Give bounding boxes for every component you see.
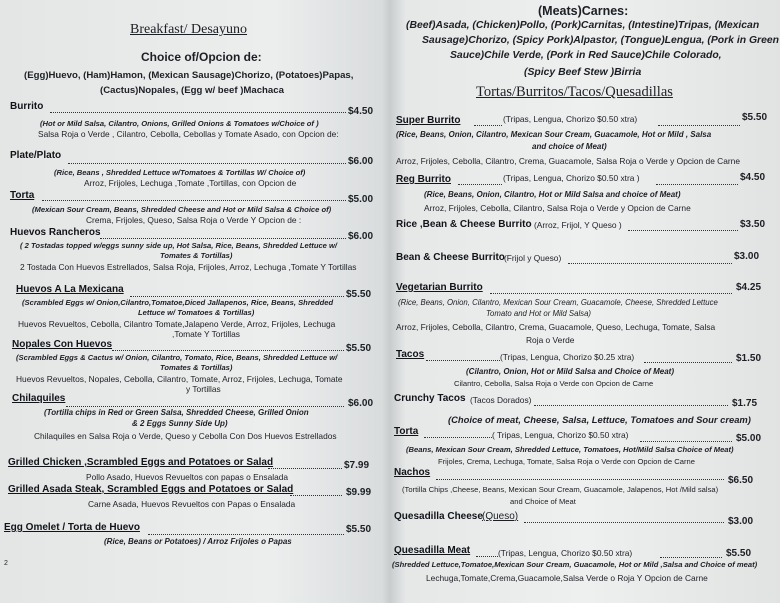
item-name: Plate/Plato xyxy=(10,150,62,161)
item-desc-es-cont: Roja o Verde xyxy=(526,335,575,345)
meats-line-1: (Beef)Asada, (Chicken)Pollo, (Pork)Carnitas, (Intestine)Tripas, (Mexican xyxy=(406,20,760,31)
item-price: $5.50 xyxy=(346,289,372,300)
leader-dots xyxy=(424,437,492,438)
item-extra: (Tacos Dorados) xyxy=(470,395,532,405)
leader-dots xyxy=(640,441,732,442)
item-price: $4.25 xyxy=(736,282,762,293)
item-desc-es: Chilaquiles en Salsa Roja o Verde, Queso y Cebolla Con Dos Huevos Estrellados xyxy=(34,431,337,441)
item-desc-es: Arroz, Frijoles, Cebolla, Cilantro, Crema, Guacamole, Queso, Lechuga, Tomate, Salsa xyxy=(396,322,716,332)
leader-dots xyxy=(628,230,738,231)
item-extra: ( Tripas, Lengua, Chorizo $0.50 xtra) xyxy=(492,430,629,440)
item-price: $5.50 xyxy=(346,343,372,354)
leader-dots xyxy=(148,534,344,535)
leader-dots xyxy=(426,360,500,361)
item-name: Bean & Cheese Burrito xyxy=(396,252,505,263)
item-price: $6.00 xyxy=(348,231,374,242)
leader-dots xyxy=(100,238,346,239)
leader-dots xyxy=(268,468,342,469)
item-desc-en: (Rice, Beans , Shredded Lettuce w/Tomatoes & Tortillas W/ Choice of) xyxy=(54,168,306,177)
item-desc-es: Carne Asada, Huevos Revueltos con Papas o Ensalada xyxy=(88,499,296,509)
item-desc-en-cont: and Choice of Meat xyxy=(510,497,576,506)
item-name: Super Burrito xyxy=(396,115,461,126)
leader-dots xyxy=(644,362,732,363)
item-name: Quesadilla Cheese xyxy=(394,511,483,522)
leader-dots xyxy=(50,112,346,113)
item-desc-en-cont: Tomates & Tortillas) xyxy=(160,251,233,260)
leader-dots xyxy=(42,200,346,201)
item-desc-es-cont: y Tortillas xyxy=(186,384,221,394)
item-desc-es: Crema, Frijoles, Queso, Salsa Roja o Verde Y Opcion de : xyxy=(86,215,302,225)
item-name: Crunchy Tacos xyxy=(394,393,466,404)
item-desc-en: (Tortilla Chips ,Cheese, Beans, Mexican Sour Cream, Guacamole, Jalapenos, Hot /Mild salsa) xyxy=(402,485,719,494)
item-name: Burrito xyxy=(10,101,44,112)
item-desc-es: Cilantro, Cebolla, Salsa Roja o Verde con Opcion de Carne xyxy=(454,379,654,388)
item-desc-es: Huevos Revueltos, Cebolla, Cilantro Tomate,Jalapeno Verde, Arroz, Frijoles, Lechuga xyxy=(18,319,336,329)
item-name: Grilled Asada Steak, Scrambled Eggs and Potatoes or Salad xyxy=(8,484,294,495)
leader-dots xyxy=(524,522,724,523)
item-desc-en-cont: Tomato and Hot or Mild Salsa) xyxy=(486,309,592,318)
item-desc-es: Lechuga,Tomate,Crema,Guacamole,Salsa Verde o Roja Y Opcion de Carne xyxy=(426,573,708,583)
item-desc-es: Arroz, Frijoles, Cebolla, Cilantro, Crema, Guacamole, Salsa Roja o Verde y Opcion de Carne xyxy=(396,156,740,166)
item-desc-en: (Rice, Beans, Onion, Cilantro, Mexican Sour Cream, Guacamole, Hot or Mild , Salsa xyxy=(396,130,712,139)
item-price: $4.50 xyxy=(348,106,374,117)
item-desc-en: (Cilantro, Onion, Hot or Mild Salsa and Choice of Meat) xyxy=(466,367,675,376)
item-desc-en: (Mexican Sour Cream, Beans, Shredded Cheese and Hot or Mild Salsa & Choice of) xyxy=(32,205,332,214)
item-desc-en-cont: Lettuce w/ Tomatoes & Tortillas) xyxy=(138,308,255,317)
item-name: Huevos A La Mexicana xyxy=(16,284,124,295)
item-desc-en-cont: and choice of Meat) xyxy=(532,142,607,151)
item-name: Torta xyxy=(10,190,35,201)
item-desc-en: (Tortilla chips in Red or Green Salsa, Shredded Cheese, Grilled Onion xyxy=(44,408,309,417)
leader-dots xyxy=(66,406,344,407)
leader-dots xyxy=(568,263,732,264)
item-price: $1.50 xyxy=(736,353,762,364)
item-extra: (Frijol y Queso) xyxy=(504,253,562,263)
item-desc-en-cont: & 2 Eggs Sunny Side Up) xyxy=(132,419,228,428)
item-extra: (Tripas, Lengua, Chorizo $0.50 xtra ) xyxy=(503,173,640,183)
item-price: $3.00 xyxy=(734,251,760,262)
item-desc-es: Arroz, Frijoles, Lechuga ,Tomate ,Tortillas, con Opcion de xyxy=(84,178,297,188)
leader-dots xyxy=(290,495,342,496)
item-name: Torta xyxy=(394,426,419,437)
leader-dots xyxy=(534,405,728,406)
item-extra: (Arroz, Frijol, Y Queso ) xyxy=(534,220,622,230)
item-desc-en: ( 2 Tostadas topped w/eggs sunny side up, Hot Salsa, Rice, Beans, Shredded Lettuce w/ xyxy=(20,241,338,250)
leader-dots xyxy=(112,350,344,351)
leader-dots xyxy=(490,293,732,294)
page-number: 2 xyxy=(4,560,8,567)
item-name: Vegetarian Burrito xyxy=(396,282,483,293)
item-price: $3.50 xyxy=(740,219,766,230)
item-price: $6.50 xyxy=(728,475,754,486)
item-desc-es: Huevos Revueltos, Nopales, Cebolla, Cilantro, Tomate, Arroz, Frijoles, Lechuga, Tomate xyxy=(16,374,343,384)
item-price: $5.50 xyxy=(346,524,372,535)
item-price: $1.75 xyxy=(732,398,758,409)
leader-dots xyxy=(656,184,738,185)
item-price: $9.99 xyxy=(346,487,372,498)
item-price: $6.00 xyxy=(348,156,374,167)
choices-line-2: (Cactus)Nopales, (Egg w/ beef )Machaca xyxy=(100,85,284,96)
item-price: $5.50 xyxy=(742,112,768,123)
breakfast-title: Breakfast/ Desayuno xyxy=(130,22,248,37)
item-desc-en: (Shredded Lettuce,Tomatoe,Mexican Sour Cream, Guacamole, Hot or Mild ,Salsa and Choice of meat) xyxy=(392,560,758,569)
item-price: $5.00 xyxy=(348,194,374,205)
choices-line-1: (Egg)Huevo, (Ham)Hamon, (Mexican Sausage)Chorizo, (Potatoes)Papas, xyxy=(24,70,354,81)
item-name: Reg Burrito xyxy=(396,174,451,185)
item-desc-en: (Choice of meat, Cheese, Salsa, Lettuce, Tomatoes and Sour cream) xyxy=(448,414,751,425)
item-name: Quesadilla Meat xyxy=(394,545,471,556)
item-desc-es: 2 Tostada Con Huevos Estrellados, Salsa Roja, Frijoles, Arroz, Lechuga ,Tomate Y Tortillas xyxy=(20,262,357,272)
item-extra: (Tripas, Lengua, Chorizo $0.50 xtra) xyxy=(498,548,633,558)
meats-line-4: (Spicy Beef Stew )Birria xyxy=(524,67,642,78)
item-price: $6.00 xyxy=(348,398,374,409)
item-name: Tacos xyxy=(396,349,425,360)
meats-line-2: Sausage)Chorizo, (Spicy Pork)Alpastor, (Tongue)Lengua, (Pork in Green xyxy=(422,35,779,46)
item-desc-en: (Scrambled Eggs w/ Onion,Cilantro,Tomatoe,Diced Jallapenos, Rice, Beans, Shredded xyxy=(22,298,334,307)
meats-title: (Meats)Carnes: xyxy=(538,4,629,18)
section-title: Tortas/Burritos/Tacos/Quesadillas xyxy=(476,84,673,100)
item-name: Rice ,Bean & Cheese Burrito xyxy=(396,219,532,230)
leader-dots xyxy=(68,163,346,164)
item-price: $7.99 xyxy=(344,460,370,471)
item-desc-es: Salsa Roja o Verde , Cilantro, Cebolla, Cebollas y Tomate Asado, con Opcion de: xyxy=(38,129,339,139)
leader-dots xyxy=(476,556,498,557)
item-desc-es-cont: ,Tomate Y Tortillas xyxy=(172,329,240,339)
item-name: Grilled Chicken ,Scrambled Eggs and Potatoes or Salad xyxy=(8,457,274,468)
leader-dots xyxy=(130,296,344,297)
item-extra: (Tripas, Lengua, Chorizo $0.25 xtra) xyxy=(500,352,635,362)
item-price: $5.50 xyxy=(726,548,752,559)
choice-heading: Choice of/Opcion de: xyxy=(141,50,262,64)
meats-line-3: Sauce)Chile Verde, (Pork in Red Sauce)Chile Colorado, xyxy=(450,50,722,61)
item-price: $4.50 xyxy=(740,172,766,183)
item-desc-es: Pollo Asado, Huevos Revueltos con papas o Ensalada xyxy=(86,472,289,482)
leader-dots xyxy=(458,184,502,185)
item-price: $5.00 xyxy=(736,433,762,444)
item-name: Nopales Con Huevos xyxy=(12,339,113,350)
item-desc-en: (Beans, Mexican Sour Cream, Shredded Lettuce, Tomatoes, Hot/Mild Salsa Choice of Meat) xyxy=(406,445,734,454)
item-price: $3.00 xyxy=(728,516,754,527)
leader-dots xyxy=(474,125,502,126)
item-extra: (Tripas, Lengua, Chorizo $0.50 xtra) xyxy=(503,114,638,124)
leader-dots xyxy=(658,125,740,126)
item-name: Egg Omelet / Torta de Huevo xyxy=(4,522,140,533)
item-name: Nachos xyxy=(394,467,431,478)
item-desc: (Rice, Beans or Potatoes) / Arroz Frijoles o Papas xyxy=(104,537,292,546)
item-name: Huevos Rancheros xyxy=(10,227,101,238)
item-desc-es: Frijoles, Crema, Lechuga, Tomate, Salsa Roja o Verde con Opcion de Carne xyxy=(438,457,695,466)
item-desc-en: (Hot or Mild Salsa, Cilantro, Onions, Grilled Onions & Tomatoes w/Choice of ) xyxy=(40,119,319,128)
leader-dots xyxy=(436,479,724,480)
item-desc-es: Arroz, Frijoles, Cebolla, Cilantro, Salsa Roja o Verde y Opcion de Carne xyxy=(424,203,691,213)
item-name: Chilaquiles xyxy=(12,393,66,404)
item-desc-en: (Scrambled Eggs & Cactus w/ Onion, Cilantro, Tomato, Rice, Beans, Shredded Lettuce w/ xyxy=(16,353,338,362)
item-desc-en: (Rice, Beans, Onion, Cilantro, Hot or Mild Salsa and choice of Meat) xyxy=(424,190,681,199)
leader-dots xyxy=(660,557,722,558)
item-extra: (Queso) xyxy=(482,511,519,522)
item-desc-en: (Rice, Beans, Onion, Cilantro, Mexican Sour Cream, Guacamole, Cheese, Shredded Lettuce xyxy=(398,298,718,307)
item-desc-en-cont: Tomates & Tortillas) xyxy=(160,363,233,372)
